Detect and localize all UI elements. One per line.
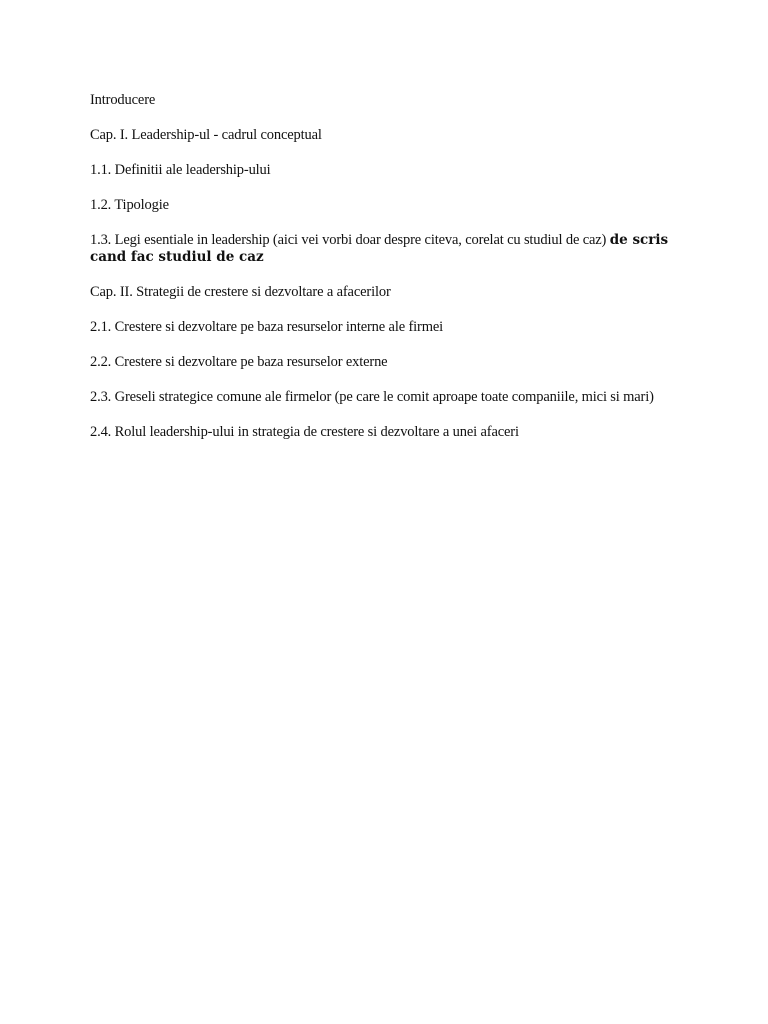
paragraph-text: 1.1. Definitii ale leadership-ului	[90, 162, 271, 178]
paragraph-2-3	[90, 389, 680, 406]
paragraph-1-3	[90, 232, 680, 266]
paragraph-cap-1	[90, 127, 680, 144]
paragraph-introducere	[90, 92, 680, 109]
paragraph-1-2	[90, 197, 680, 214]
paragraph-cap-2	[90, 284, 680, 301]
paragraph-2-4	[90, 424, 680, 441]
paragraph-text: Cap. I. Leadership-ul - cadrul conceptual	[90, 127, 322, 143]
paragraph-text: Introducere	[90, 92, 156, 108]
paragraph-text: 2.2. Crestere si dezvoltare pe baza resurselor externe	[90, 354, 388, 370]
bold-note: de scris cand fac studiul de caz	[90, 232, 669, 265]
paragraph-2-1	[90, 319, 680, 336]
paragraph-text: Cap. II. Strategii de crestere si dezvoltare a afacerilor	[90, 284, 391, 300]
paragraph-text: 2.1. Crestere si dezvoltare pe baza resurselor interne ale firmei	[90, 319, 443, 335]
paragraph-2-2	[90, 354, 680, 371]
paragraph-text: 1.3. Legi esentiale in leadership (aici vei vorbi doar despre citeva, corelat cu studiul de caz)	[90, 232, 610, 248]
paragraph-text: 1.2. Tipologie	[90, 197, 169, 213]
paragraph-text: 2.3. Greseli strategice comune ale firmelor (pe care le comit aproape toate companiile, mici si mari)	[90, 389, 654, 405]
paragraph-text: 2.4. Rolul leadership-ului in strategia de crestere si dezvoltare a unei afaceri	[90, 424, 519, 440]
paragraph-1-1	[90, 162, 680, 179]
document-page	[90, 92, 680, 459]
